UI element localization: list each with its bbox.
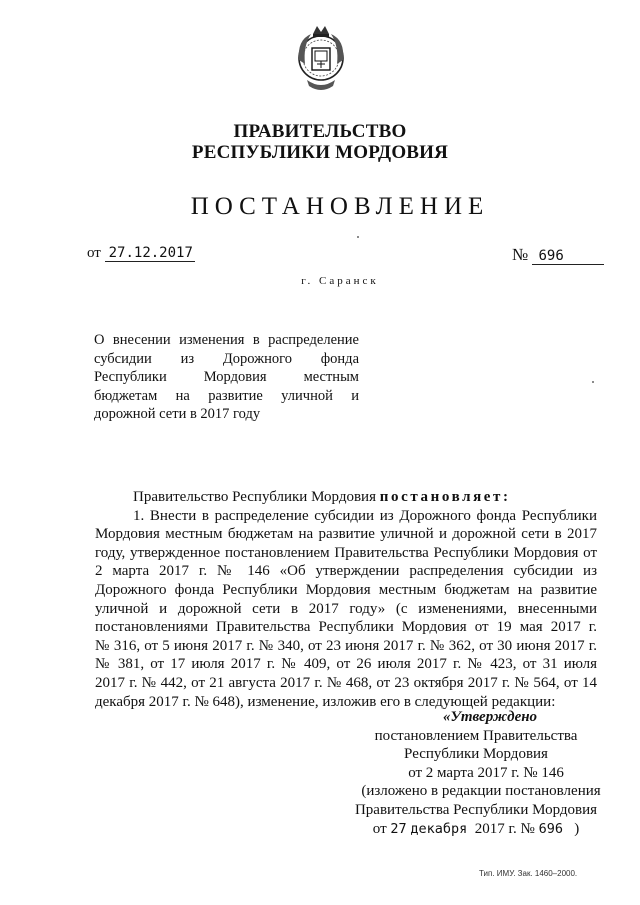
- city-line: г. Саранск: [301, 275, 379, 287]
- body-line: Мордовия местным бюджетам на развитие уличной и дорожной сети в 2017: [95, 526, 597, 543]
- approval-final-line: [345, 820, 607, 839]
- body-line: Дорожного фонда Республики Мордовия местным бюджетам на развитие: [95, 581, 597, 598]
- body-line: № 381, от 17 июля 2017 г. № 409, от 26 июля 2017 г. № 423, от 31 июля: [95, 656, 597, 673]
- document-date: [87, 245, 195, 262]
- final-month: декабря: [410, 820, 468, 837]
- scan-speck: [592, 381, 594, 383]
- body-line: декабря 2017 г. № 648), изменение, изложив его в следующей редакции:: [95, 693, 556, 710]
- final-close: ): [574, 820, 580, 837]
- coat-of-arms-emblem: [293, 20, 349, 100]
- organization-name-line2: РЕСПУБЛИКИ МОРДОВИЯ: [191, 142, 449, 163]
- document-number: [512, 245, 604, 265]
- subject-line: дорожной сети в 2017 году: [94, 406, 261, 422]
- intro-line: [95, 488, 597, 507]
- number-prefix: №: [512, 245, 529, 264]
- approval-line: Республики Мордовия: [404, 746, 548, 763]
- subject-line: Республики Мордовия местным: [94, 369, 359, 385]
- body-line: № 316, от 5 июня 2017 г. № 340, от 23 июня 2017 г. № 362, от 30 июня 2017 г.: [95, 637, 597, 654]
- subject-line: субсидии из Дорожного фонда: [94, 350, 359, 367]
- subject-line: бюджетам на развитие уличной и: [94, 387, 359, 404]
- body-line: 2 марта 2017 г. № 146 «Об утверждении распределения субсидии из: [95, 563, 597, 580]
- final-day: 27: [390, 820, 407, 837]
- subject-line: О внесении изменения в распределение: [94, 332, 359, 348]
- approval-line: (изложено в редакции постановления: [361, 783, 601, 800]
- document-body: [95, 488, 597, 711]
- number-value: 696: [532, 249, 604, 265]
- body-line: году, утвержденное постановлением Правительства Республики Мордовия от: [95, 544, 597, 561]
- document-type-title: ПОСТАНОВЛЕНИЕ: [190, 193, 490, 220]
- document-subject: [94, 331, 359, 424]
- intro-prefix: Правительство Республики Мордовия: [133, 489, 376, 505]
- approval-line: от 2 марта 2017 г. № 146: [408, 764, 564, 781]
- date-value: 27.12.2017: [105, 246, 195, 262]
- final-number: 696: [538, 820, 563, 837]
- organization-name-line1: ПРАВИТЕЛЬСТВО: [233, 121, 407, 142]
- body-line: 2017 г. № 442, от 21 августа 2017 г. № 468, от 23 октября 2017 г. № 564, от 14: [95, 674, 597, 691]
- final-from: от: [372, 820, 387, 837]
- approval-line: Правительства Республики Мордовия: [354, 801, 598, 818]
- approval-line: постановлением Правительства: [374, 727, 578, 744]
- date-prefix: от: [87, 245, 101, 261]
- final-year: 2017 г. №: [474, 820, 535, 837]
- body-line: постановлениями Правительства Республики Мордовия от 19 мая 2017 г.: [95, 619, 597, 636]
- approval-heading: «Утверждено: [442, 709, 538, 725]
- approval-stamp-block: [345, 708, 607, 838]
- body-line: уличной и дорожной сети в 2017 году» (с изменениями, внесенными: [95, 600, 597, 617]
- body-line: 1. Внести в распределение субсидии из Дорожного фонда Республики: [133, 507, 597, 524]
- scan-speck: [357, 236, 359, 238]
- print-mark: Тип. ИМУ. Зак. 1460–2000.: [479, 869, 578, 878]
- intro-action: постановляет:: [379, 489, 511, 505]
